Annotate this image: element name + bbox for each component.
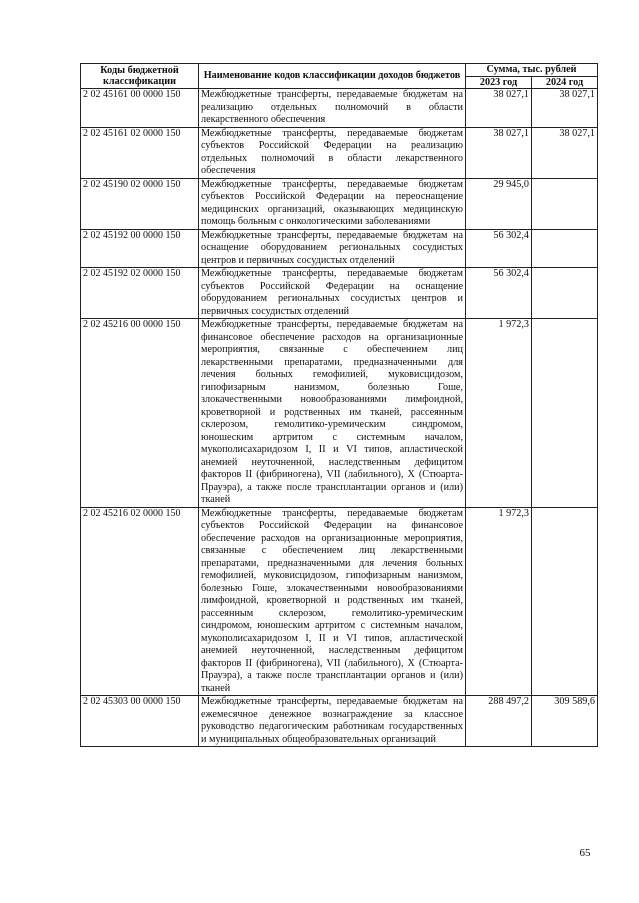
row-name: Межбюджетные трансферты, передаваемые бюджетам субъектов Российской Федерации на переоснащение медицинских организаций, оказывающих медицинскую помощь больным с онкологическими заболеваниями <box>199 178 466 229</box>
row-value-2023: 56 302,4 <box>466 229 532 268</box>
row-code: 2 02 45192 00 0000 150 <box>81 229 199 268</box>
row-value-2023: 38 027,1 <box>466 89 532 128</box>
table-row <box>81 319 598 508</box>
budget-table <box>80 63 598 747</box>
table-row <box>81 268 598 319</box>
row-value-2023: 288 497,2 <box>466 696 532 747</box>
table-row <box>81 229 598 268</box>
header-sum: Сумма, тыс. рублей <box>466 64 598 77</box>
table-row <box>81 696 598 747</box>
row-name: Межбюджетные трансферты, передаваемые бюджетам на реализацию отдельных полномочий в области лекарственного обеспечения <box>199 89 466 128</box>
row-name: Межбюджетные трансферты, передаваемые бюджетам субъектов Российской Федерации на оснащение оборудованием региональных сосудистых центров и первичных сосудистых отделений <box>199 268 466 319</box>
table-row <box>81 507 598 696</box>
row-name: Межбюджетные трансферты, передаваемые бюджетам на оснащение оборудованием региональных сосудистых центров и первичных сосудистых отделений <box>199 229 466 268</box>
row-code: 2 02 45303 00 0000 150 <box>81 696 199 747</box>
table-row <box>81 89 598 128</box>
row-value-2024 <box>532 319 598 508</box>
table-row <box>81 127 598 178</box>
header-year-2024: 2024 год <box>532 76 598 89</box>
row-value-2023: 1 972,3 <box>466 507 532 696</box>
row-value-2023: 29 945,0 <box>466 178 532 229</box>
row-name: Межбюджетные трансферты, передаваемые бюджетам на ежемесячное денежное вознаграждение за классное руководство педагогическим работникам государственных и муниципальных общеобразовательных организаций <box>199 696 466 747</box>
row-value-2023: 38 027,1 <box>466 127 532 178</box>
header-year-2023: 2023 год <box>466 76 532 89</box>
header-name: Наименование кодов классификации доходов бюджетов <box>199 64 466 89</box>
row-value-2024: 309 589,6 <box>532 696 598 747</box>
row-name: Межбюджетные трансферты, передаваемые бюджетам на финансовое обеспечение расходов на организационные мероприятия, связанные с обеспечением лиц лекарственными препаратами, предназначенными для лечения больных гемофилией, муковисцидозом, гипофизарным нанизмом, болезнью Гоше, злокачественными новообразованиями лимфоидной, кроветворной и родственных им тканей, рассеянным склерозом, гемолитико-уремическим синдромом, юношеским артритом с системным началом, мукополисахаридозом I, II и VI типов, апластической анемией неуточненной, наследственным дефицитом факторов II (фибриногена), VII (лабильного), X (Стюарта-Прауэра), а также после трансплантации органов и (или) тканей <box>199 319 466 508</box>
row-name: Межбюджетные трансферты, передаваемые бюджетам субъектов Российской Федерации на финансовое обеспечение расходов на организационные мероприятия, связанные с обеспечением лиц лекарственными препаратами, предназначенными для лечения больных гемофилией, муковисцидозом, гипофизарным нанизмом, болезнью Гоше, злокачественными новообразованиями лимфоидной, кроветворной и родственных им тканей, рассеянным склерозом, гемолитико-уремическим синдромом, юношеским артритом с системным началом, мукополисахаридозом I, II и VI типов, апластической анемией неуточненной, наследственным дефицитом факторов II (фибриногена), VII (лабильного), X (Стюарта-Прауэра), а также после трансплантации органов и (или) тканей <box>199 507 466 696</box>
row-code: 2 02 45192 02 0000 150 <box>81 268 199 319</box>
header-codes: Коды бюджетной классификации <box>81 64 199 89</box>
header-row <box>81 64 598 77</box>
row-value-2024 <box>532 229 598 268</box>
table-row <box>81 178 598 229</box>
row-name: Межбюджетные трансферты, передаваемые бюджетам субъектов Российской Федерации на реализацию отдельных полномочий в области лекарственного обеспечения <box>199 127 466 178</box>
row-value-2024 <box>532 178 598 229</box>
row-code: 2 02 45190 02 0000 150 <box>81 178 199 229</box>
page-number: 65 <box>579 847 591 859</box>
row-code: 2 02 45161 00 0000 150 <box>81 89 199 128</box>
row-value-2024 <box>532 268 598 319</box>
row-code: 2 02 45161 02 0000 150 <box>81 127 199 178</box>
row-value-2023: 1 972,3 <box>466 319 532 508</box>
row-value-2024 <box>532 507 598 696</box>
row-value-2024: 38 027,1 <box>532 89 598 128</box>
row-code: 2 02 45216 00 0000 150 <box>81 319 199 508</box>
row-code: 2 02 45216 02 0000 150 <box>81 507 199 696</box>
row-value-2023: 56 302,4 <box>466 268 532 319</box>
row-value-2024: 38 027,1 <box>532 127 598 178</box>
